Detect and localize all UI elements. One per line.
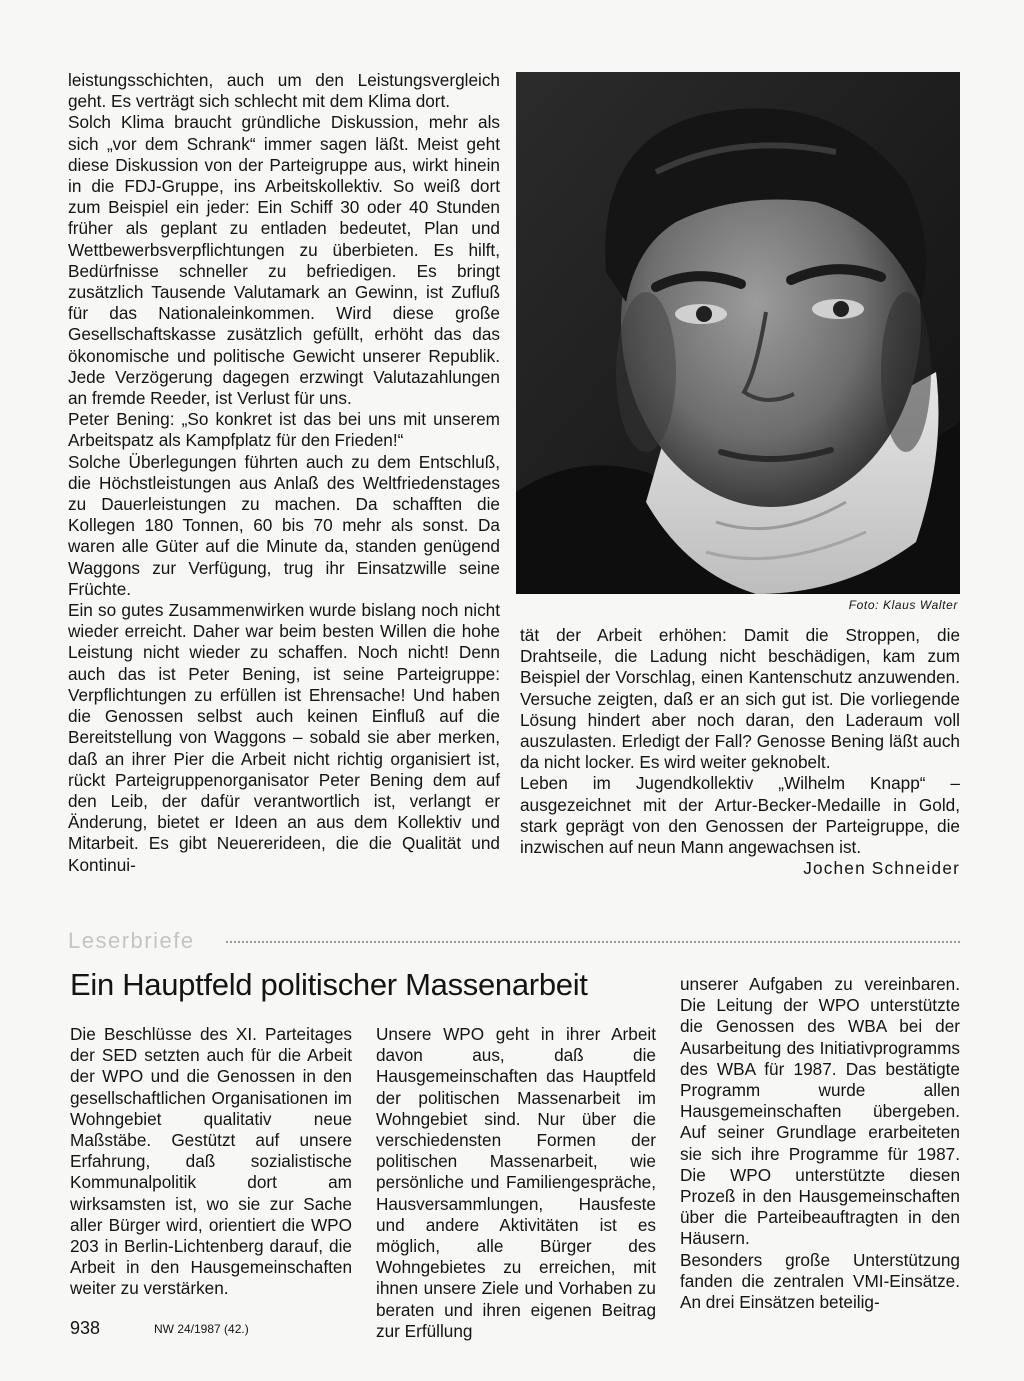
paragraph: Ein so gutes Zusammenwirken wurde bislang noch nicht wieder erreicht. Daher war beim besten Willen die hohe Leistung nicht wieder zu schaffen. Noch nicht! Denn auch das ist Peter Bening, ist seine Parteigruppe: Verpflichtungen zu erfüllen ist Ehrensache! Und haben die Genossen selbst auch keinen Einfluß auf die Bereitstellung von Waggons – sobald sie aber merken, daß an ihrer Pier die Arbeit nicht richtig organisiert ist, rückt Parteigruppenorganisator Peter Bening dem auf den Leib, der dafür verantwortlich ist, verlangt er Änderung, bietet er Ideen an aus dem Kollektiv und Mitarbeit. Es gibt Neuererideen, die die Qualität und Kontinui- (68, 600, 500, 875)
paragraph: Solch Klima braucht gründliche Diskussion, mehr als sich „vor dem Schrank“ immer sagen läßt. Meist geht diese Diskussion von der Parteigruppe aus, wirkt hinein in die FDJ-Gruppe, ins Arbeitskollektiv. So weiß dort zum Beispiel ein jeder: Ein Schiff 30 oder 40 Stunden früher als geplant zu entladen bedeutet, Plan und Wettbewerbsverpflichtungen zu überbieten. Es hilft, Bedürfnisse schneller zu befriedigen. Es bringt zusätzlich Tausende Valutamark an Gewinn, ist Zufluß für das Nationaleinkommen. Wird diese große Gesellschaftskasse zusätzlich gefüllt, erhöht das das ökonomische und politische Gewicht unserer Republik. Jede Verzögerung dagegen erzwingt Valutazahlungen an fremde Reeder, ist Verlust für uns. (68, 112, 500, 409)
article-headline: Ein Hauptfeld politischer Massenarbeit (70, 967, 588, 1002)
author-signature: Jochen Schneider (803, 858, 960, 879)
article-column-3 (680, 974, 960, 1313)
paragraph: Solche Überlegungen führten auch zu dem Entschluß, die Höchstleistungen aus Anlaß des Weltfriedenstages zu Dauerleistungen zu machen. Da schafften die Kollegen 180 Tonnen, 60 bis 70 mehr als sonst. Da waren alle Güter auf die Minute da, standen genügend Waggons zur Verfügung, trug ihr Einsatzwille seine Früchte. (68, 451, 500, 599)
portrait-photo-illustration (516, 72, 960, 594)
paragraph: Besonders große Unterstützung fanden die zentralen VMI-Einsätze. An drei Einsätzen beteilig- (680, 1249, 960, 1313)
section-divider (226, 941, 960, 946)
paragraph: tät der Arbeit erhöhen: Damit die Stroppen, die Drahtseile, die Ladung nicht beschädigen, kam zum Beispiel der Vorschlag, einen Kantenschutz anzuwenden. Versuche zeigten, daß er an sich gut ist. Die vorliegende Lösung hindert aber noch daran, den Laderaum voll auszulasten. Erledigt der Fall? Genosse Bening läßt auch da nicht locker. Es wird weiter geknobelt. (520, 625, 960, 773)
article-column-left (68, 70, 500, 876)
paragraph: leistungsschichten, auch um den Leistungsvergleich geht. Es verträgt sich schlecht mit dem Klima dort. (68, 70, 500, 112)
article-column-1 (70, 1024, 352, 1300)
paragraph: Die Beschlüsse des XI. Parteitages der SED setzten auch für die Arbeit der WPO und die Genossen in den gesellschaftlichen Organisationen im Wohngebiet qualitativ neue Maßstäbe. Gestützt auf unsere Erfahrung, daß sozialistische Kommunalpolitik dort am wirksamsten ist, wo sie zur Sache aller Bürger wird, orientiert die WPO 203 in Berlin-Lichtenberg darauf, die Arbeit in den Hausgemeinschaften weiter zu verstärken. (70, 1024, 352, 1299)
paragraph: Unsere WPO geht in ihrer Arbeit davon aus, daß die Hausgemeinschaften das Hauptfeld der politischen Massenarbeit im Wohngebiet sind. Nur über die verschiedensten Formen der politischen Massenarbeit, wie persönliche und Familiengespräche, Hausversammlungen, Hausfeste und andere Aktivitäten ist es möglich, alle Bürger des Wohngebietes zu erreichen, mit ihnen unsere Ziele und Vorhaben zu beraten und ihren eigenen Beitrag zur Erfüllung (376, 1024, 656, 1341)
issue-number: NW 24/1987 (42.) (154, 1322, 249, 1336)
portrait-photo (516, 72, 960, 594)
paragraph: unserer Aufgaben zu vereinbaren. Die Leitung der WPO unterstützte die Genossen des WBA bei der Ausarbeitung des Initiativprogramms des WBA für 1987. Das bestätigte Programm wurde allen Hausgemeinschaften übergeben. Auf seiner Grundlage erarbeiteten sie sich ihre Programme für 1987. Die WPO unterstützte diesen Prozeß in den Hausgemeinschaften über die Parteibeauftragten in den Häusern. (680, 974, 960, 1249)
article-column-right (520, 625, 960, 879)
paragraph: Leben im Jugendkollektiv „Wilhelm Knapp“ – ausgezeichnet mit der Artur-Becker-Medaille in Gold, stark geprägt von den Genossen der Parteigruppe, die inzwischen auf neun Mann angewachsen ist. (520, 773, 960, 858)
article-column-2 (376, 1024, 656, 1342)
page-number: 938 (70, 1318, 101, 1338)
photo-credit: Foto: Klaus Walter (848, 598, 958, 612)
section-label: Leserbriefe (68, 928, 195, 953)
paragraph: Peter Bening: „So konkret ist das bei uns mit unserem Arbeitspatz als Kampfplatz für den Frieden!“ (68, 409, 500, 451)
